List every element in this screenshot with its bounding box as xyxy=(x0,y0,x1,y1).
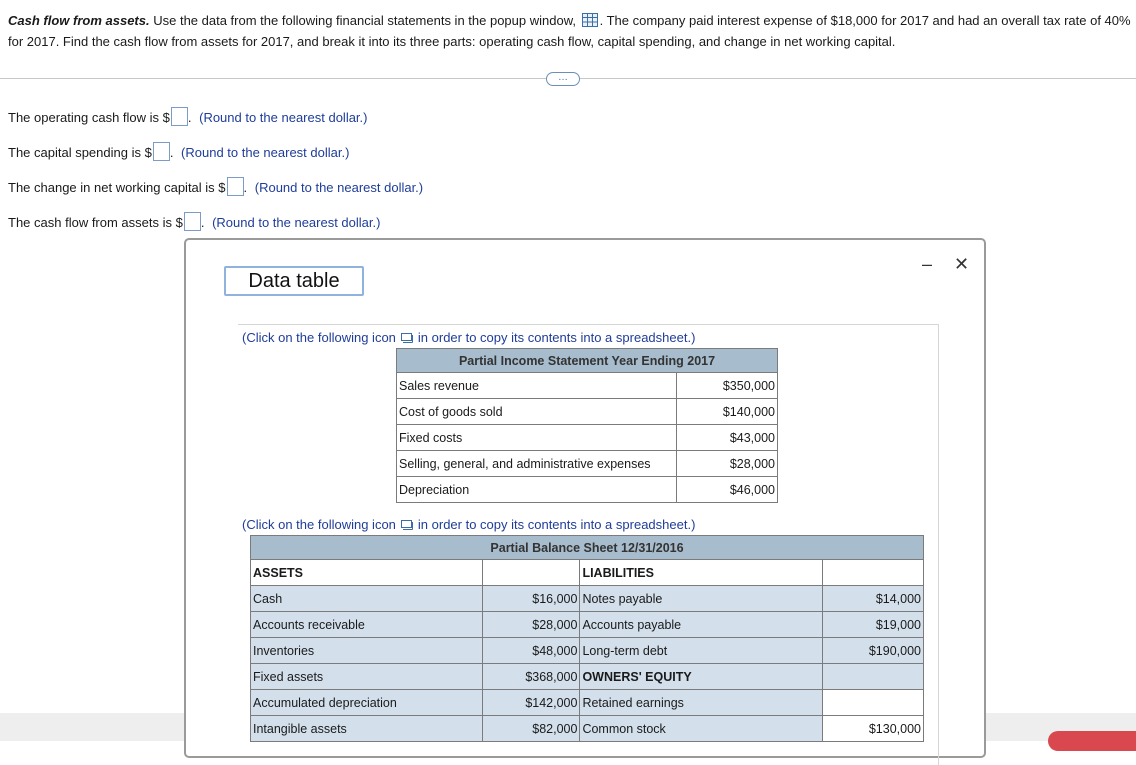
asset-value: $28,000 xyxy=(483,612,580,638)
liability-label: Accounts payable xyxy=(580,612,822,638)
table-row xyxy=(397,451,778,477)
copy-note-income xyxy=(242,330,695,345)
equity-heading: OWNERS' EQUITY xyxy=(580,664,822,690)
answer-hint: (Round to the nearest dollar.) xyxy=(181,145,350,160)
answer-label: The cash flow from assets is $ xyxy=(8,215,183,230)
question-text-part1: Use the data from the following financial statements in the popup window, xyxy=(153,13,576,28)
question-text-part2: . The company paid interest expense of $18,000 for 2017 and had an overall tax rate of 40% xyxy=(599,13,1131,28)
table-row xyxy=(397,399,778,425)
popup-title: Data table xyxy=(224,266,364,296)
answer-label: The capital spending is $ xyxy=(8,145,152,160)
liability-value xyxy=(822,664,923,690)
asset-label: Cash xyxy=(251,586,483,612)
check-answer-button[interactable] xyxy=(1048,731,1136,751)
asset-label: Accounts receivable xyxy=(251,612,483,638)
asset-value: $142,000 xyxy=(483,690,580,716)
row-value: $28,000 xyxy=(677,451,778,477)
copy-note-text: in order to copy its contents into a spreadsheet.) xyxy=(417,330,696,345)
answer-row-change-in-nwc: The change in net working capital is $ . (Round to the nearest dollar.) xyxy=(8,177,423,198)
liabilities-heading: LIABILITIES xyxy=(580,560,822,586)
data-table-popup xyxy=(184,238,986,758)
income-statement-table xyxy=(396,348,778,503)
asset-value: $16,000 xyxy=(483,586,580,612)
table-row xyxy=(251,586,924,612)
liability-value: $14,000 xyxy=(822,586,923,612)
asset-value: $368,000 xyxy=(483,664,580,690)
empty-cell xyxy=(483,560,580,586)
liability-label: Retained earnings xyxy=(580,690,822,716)
spreadsheet-grid-icon[interactable] xyxy=(582,12,598,26)
table-row xyxy=(397,373,778,399)
table-row xyxy=(251,638,924,664)
asset-label: Accumulated depreciation xyxy=(251,690,483,716)
row-label: Cost of goods sold xyxy=(397,399,677,425)
row-value: $140,000 xyxy=(677,399,778,425)
liability-label: Notes payable xyxy=(580,586,822,612)
cash-flow-from-assets-input[interactable] xyxy=(184,212,201,231)
capital-spending-input[interactable] xyxy=(153,142,170,161)
change-in-nwc-input[interactable] xyxy=(227,177,244,196)
expand-button[interactable]: … xyxy=(546,72,580,86)
row-label: Depreciation xyxy=(397,477,677,503)
answer-hint: (Round to the nearest dollar.) xyxy=(199,110,368,125)
row-label: Fixed costs xyxy=(397,425,677,451)
row-label: Sales revenue xyxy=(397,373,677,399)
row-value: $350,000 xyxy=(677,373,778,399)
answer-hint: (Round to the nearest dollar.) xyxy=(212,215,381,230)
asset-value: $48,000 xyxy=(483,638,580,664)
row-value: $46,000 xyxy=(677,477,778,503)
asset-label: Inventories xyxy=(251,638,483,664)
table-row xyxy=(251,664,924,690)
liability-value xyxy=(822,690,923,716)
answer-row-capital-spending: The capital spending is $ . (Round to the nearest dollar.) xyxy=(8,142,349,163)
assets-heading: ASSETS xyxy=(251,560,483,586)
income-statement-header: Partial Income Statement Year Ending 2017 xyxy=(397,349,778,373)
asset-label: Fixed assets xyxy=(251,664,483,690)
copy-note-text: in order to copy its contents into a spreadsheet.) xyxy=(417,517,696,532)
liability-label: Long-term debt xyxy=(580,638,822,664)
minimize-icon[interactable]: – xyxy=(922,254,933,274)
operating-cash-flow-input[interactable] xyxy=(171,107,188,126)
copy-note-balance xyxy=(242,517,695,532)
answer-row-cash-flow-from-assets: The cash flow from assets is $ . (Round to the nearest dollar.) xyxy=(8,212,380,233)
table-row xyxy=(397,477,778,503)
table-row xyxy=(251,716,924,742)
question-text xyxy=(8,10,1136,52)
close-icon[interactable]: ✕ xyxy=(954,254,970,274)
liability-value: $190,000 xyxy=(822,638,923,664)
liability-value: $130,000 xyxy=(822,716,923,742)
copy-to-spreadsheet-icon[interactable] xyxy=(401,518,413,528)
answer-label: The operating cash flow is $ xyxy=(8,110,170,125)
answer-hint: (Round to the nearest dollar.) xyxy=(254,180,424,195)
liability-value: $19,000 xyxy=(822,612,923,638)
question-title: Cash flow from assets. xyxy=(8,13,150,28)
table-row xyxy=(397,425,778,451)
row-label: Selling, general, and administrative expenses xyxy=(397,451,677,477)
question-text-line2: for 2017. Find the cash flow from assets for 2017, and break it into its three parts: operating cash flow, capital spending, and change in net working capital. xyxy=(8,34,896,49)
liability-label: Common stock xyxy=(580,716,822,742)
balance-sheet-header: Partial Balance Sheet 12/31/2016 xyxy=(251,536,924,560)
copy-note-text: (Click on the following icon xyxy=(242,517,396,532)
empty-cell xyxy=(822,560,923,586)
bottom-toolbar xyxy=(0,713,184,741)
answer-row-operating-cash-flow: The operating cash flow is $ . (Round to the nearest dollar.) xyxy=(8,107,368,128)
asset-label: Intangible assets xyxy=(251,716,483,742)
copy-to-spreadsheet-icon[interactable] xyxy=(401,331,413,341)
balance-sheet-table xyxy=(250,535,924,742)
table-row xyxy=(251,612,924,638)
table-row xyxy=(251,690,924,716)
row-value: $43,000 xyxy=(677,425,778,451)
answer-label: The change in net working capital is $ xyxy=(8,180,226,195)
table-row xyxy=(251,560,924,586)
asset-value: $82,000 xyxy=(483,716,580,742)
copy-note-text: (Click on the following icon xyxy=(242,330,396,345)
